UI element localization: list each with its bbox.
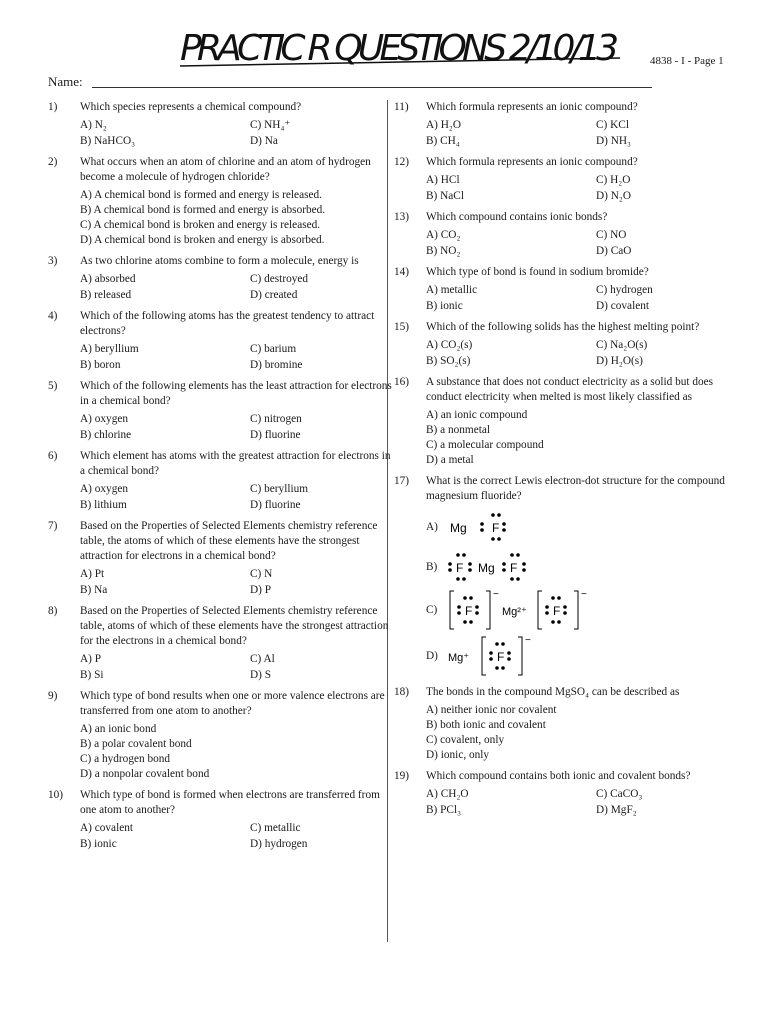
answer-option[interactable]: D) P — [250, 584, 272, 596]
answer-option[interactable]: D) hydrogen — [250, 838, 308, 850]
answer-option[interactable]: D) H₂O(s) — [596, 355, 643, 367]
answer-option[interactable]: C) CaCO₃ — [596, 788, 643, 800]
answer-option[interactable]: A) oxygen — [80, 483, 129, 495]
answer-option[interactable]: A) CH₂O — [426, 788, 469, 800]
answer-option[interactable]: C) KCl — [596, 119, 629, 131]
answer-options — [80, 652, 398, 683]
answer-option[interactable]: B) NO₂ — [426, 245, 461, 257]
answer-options — [426, 338, 739, 369]
question-stem: As two chlorine atoms combine to form a molecule, energy is — [80, 255, 359, 267]
answer-options — [80, 118, 398, 149]
answer-option[interactable]: C) beryllium — [250, 483, 309, 495]
svg-text:Mg²⁺: Mg²⁺ — [502, 606, 527, 618]
question-number: 7) — [48, 520, 58, 532]
answer-option[interactable]: B) chlorine — [80, 429, 132, 441]
answer-option[interactable]: C) Al — [250, 653, 275, 665]
lewis-structure-b — [446, 547, 556, 587]
answer-option[interactable]: D) CaO — [596, 245, 632, 257]
answer-option[interactable]: A) metallic — [426, 284, 478, 296]
name-label: Name: — [48, 74, 83, 89]
lewis-structure-c — [446, 587, 606, 633]
answer-options — [426, 703, 739, 763]
question-stem: Which formula represents an ionic compound? — [426, 156, 638, 168]
question-15 — [394, 320, 739, 369]
lewis-option-a[interactable]: A) Mg F — [426, 507, 739, 547]
answer-option[interactable]: C) a molecular compound — [426, 439, 544, 451]
question-number: 14) — [394, 266, 410, 278]
question-number: 18) — [394, 686, 410, 698]
svg-text:Mg: Mg — [478, 561, 495, 575]
question-14 — [394, 265, 739, 314]
answer-option[interactable]: D) N₂O — [596, 190, 631, 202]
answer-option[interactable]: C) metallic — [250, 822, 301, 834]
question-stem: Which type of bond is formed when electrons are transferred from one atom to another? — [80, 789, 380, 816]
question-2 — [48, 155, 398, 248]
question-19 — [394, 769, 739, 818]
answer-option[interactable]: B) lithium — [80, 499, 127, 511]
svg-text:F: F — [456, 561, 464, 575]
answer-option[interactable]: B) PCl₃ — [426, 804, 462, 816]
answer-option[interactable]: C) H₂O — [596, 174, 631, 186]
answer-option[interactable]: D) a metal — [426, 454, 474, 466]
question-number: 4) — [48, 310, 58, 322]
answer-option[interactable]: A) HCl — [426, 174, 460, 186]
answer-option[interactable]: C) Na₂O(s) — [596, 339, 648, 351]
answer-option[interactable]: C) a hydrogen bond — [80, 753, 171, 765]
handwritten-title — [150, 8, 640, 80]
question-number: 13) — [394, 211, 410, 223]
question-5 — [48, 379, 398, 443]
answer-option[interactable]: D) created — [250, 289, 298, 301]
answer-option[interactable]: A) an ionic bond — [80, 723, 157, 735]
question-6 — [48, 449, 398, 513]
answer-option[interactable]: A) CO₂ — [426, 229, 461, 241]
question-stem: Which of the following atoms has the greatest tendency to attract electrons? — [80, 310, 375, 337]
answer-option[interactable]: A) covalent — [80, 822, 134, 834]
svg-text:−: − — [525, 635, 531, 646]
answer-option[interactable]: B) a polar covalent bond — [80, 738, 192, 750]
handwritten-title-text: PRACTIC R QUESTIONS 2/10/13 — [180, 28, 620, 69]
question-number: 9) — [48, 690, 58, 702]
answer-options — [80, 567, 398, 598]
answer-option[interactable]: A) P — [80, 653, 102, 665]
answer-option[interactable]: C) N — [250, 568, 273, 580]
answer-option[interactable]: A) an ionic compound — [426, 409, 528, 421]
question-17 — [394, 474, 739, 679]
answer-options — [426, 228, 739, 259]
svg-text:−: − — [581, 589, 587, 600]
answer-option[interactable]: A) beryllium — [80, 343, 139, 355]
question-stem: A substance that does not conduct electricity as a solid but does conduct electricity when melted is most likely classified as — [426, 376, 714, 403]
question-number: 12) — [394, 156, 410, 168]
question-number: 6) — [48, 450, 58, 462]
answer-option[interactable]: B) A chemical bond is formed and energy is absorbed. — [80, 204, 326, 216]
answer-option[interactable]: D) bromine — [250, 359, 303, 371]
question-16 — [394, 375, 739, 468]
question-9 — [48, 689, 398, 782]
page-id: 4838 - I - Page 1 — [650, 55, 724, 67]
question-stem: Which compound contains ionic bonds? — [426, 211, 608, 223]
question-8 — [48, 604, 398, 683]
answer-options — [80, 272, 398, 303]
question-11 — [394, 100, 739, 149]
answer-option[interactable]: C) covalent, only — [426, 734, 505, 746]
answer-option[interactable]: B) Si — [80, 669, 104, 681]
question-number: 16) — [394, 376, 410, 388]
answer-option[interactable]: B) CH₄ — [426, 135, 460, 147]
question-3 — [48, 254, 398, 303]
answer-option[interactable]: A) oxygen — [80, 413, 129, 425]
answer-option[interactable]: B) NaHCO₃ — [80, 135, 136, 147]
lewis-option-b[interactable]: B) F Mg F — [426, 547, 739, 587]
answer-option[interactable]: B) both ionic and covalent — [426, 719, 546, 731]
answer-options — [426, 408, 739, 468]
question-stem: Which element has atoms with the greatest attraction for electrons in a chemical bond? — [80, 450, 391, 477]
question-7 — [48, 519, 398, 598]
question-stem: Which of the following solids has the highest melting point? — [426, 321, 700, 333]
answer-option[interactable]: D) fluorine — [250, 499, 301, 511]
question-number: 17) — [394, 475, 410, 487]
right-column — [394, 100, 739, 824]
answer-option[interactable]: A) CO₂(s) — [426, 339, 473, 351]
answer-option[interactable]: B) a nonmetal — [426, 424, 490, 436]
svg-text:−: − — [493, 589, 499, 600]
answer-option[interactable]: D) MgF₂ — [596, 804, 637, 816]
question-stem: Which type of bond results when one or more valence electrons are transferred from one atom to another? — [80, 690, 385, 717]
svg-text:F: F — [510, 561, 518, 575]
answer-option[interactable]: D) fluorine — [250, 429, 301, 441]
question-stem: Which type of bond is found in sodium bromide? — [426, 266, 649, 278]
answer-option[interactable]: C) NH₄⁺ — [250, 119, 291, 131]
question-number: 19) — [394, 770, 410, 782]
svg-text:F: F — [465, 604, 473, 618]
left-column — [48, 100, 398, 858]
question-number: 3) — [48, 255, 58, 267]
answer-option[interactable]: B) released — [80, 289, 132, 301]
answer-option[interactable]: B) NaCl — [426, 190, 464, 202]
answer-options — [426, 173, 739, 204]
question-stem: The bonds in the compound MgSO₄ can be described as — [426, 686, 680, 698]
answer-options — [80, 821, 398, 852]
answer-options — [426, 283, 739, 314]
svg-text:F: F — [553, 604, 561, 618]
answer-options — [80, 188, 398, 248]
answer-option[interactable]: A) neither ionic nor covalent — [426, 704, 557, 716]
question-number: 1) — [48, 101, 58, 113]
answer-option[interactable]: C) destroyed — [250, 273, 309, 285]
answer-options — [80, 412, 398, 443]
answer-option[interactable]: B) ionic — [426, 300, 463, 312]
answer-options — [80, 722, 398, 782]
question-12 — [394, 155, 739, 204]
question-stem: Which species represents a chemical compound? — [80, 101, 302, 113]
lewis-option-d[interactable]: D) Mg⁺ − F — [426, 633, 739, 679]
answer-option[interactable]: A) A chemical bond is formed and energy is released. — [80, 189, 322, 201]
lewis-structure-a — [446, 507, 526, 547]
question-number: 2) — [48, 156, 58, 168]
question-number: 11) — [394, 101, 409, 113]
question-stem: Based on the Properties of Selected Elements chemistry reference table, the atoms of which of these elements have the strongest attraction for electrons in a chemical bond? — [80, 520, 378, 562]
answer-option[interactable]: A) Pt — [80, 568, 105, 580]
answer-option[interactable]: C) A chemical bond is broken and energy is released. — [80, 219, 321, 231]
svg-text:Mg⁺: Mg⁺ — [448, 652, 470, 664]
answer-options — [426, 787, 739, 818]
question-stem: What is the correct Lewis electron-dot structure for the compound magnesium fluoride? — [426, 475, 725, 502]
question-stem: Based on the Properties of Selected Elements chemistry reference table, atoms of which of these elements have the strongest attraction for the electrons in a chemical bond? — [80, 605, 389, 647]
question-stem: Which formula represents an ionic compound? — [426, 101, 638, 113]
answer-option[interactable]: C) nitrogen — [250, 413, 302, 425]
question-10 — [48, 788, 398, 852]
question-number: 5) — [48, 380, 58, 392]
question-stem: Which of the following elements has the least attraction for electrons in a chemical bond? — [80, 380, 392, 407]
answer-option[interactable]: A) absorbed — [80, 273, 136, 285]
question-13 — [394, 210, 739, 259]
answer-option[interactable]: D) NH₃ — [596, 135, 631, 147]
question-number: 15) — [394, 321, 410, 333]
answer-option[interactable]: B) ionic — [80, 838, 117, 850]
question-number: 8) — [48, 605, 58, 617]
answer-option[interactable]: B) SO₂(s) — [426, 355, 471, 367]
svg-text:F: F — [497, 650, 505, 664]
lewis-option-c[interactable]: C) − F Mg²⁺ − F — [426, 587, 739, 633]
question-number: 10) — [48, 789, 64, 801]
question-stem: What occurs when an atom of chlorine and an atom of hydrogen become a molecule of hydrogen chloride? — [80, 156, 371, 183]
answer-option[interactable]: B) boron — [80, 359, 121, 371]
answer-option[interactable]: C) NO — [596, 229, 627, 241]
answer-option[interactable]: D) ionic, only — [426, 749, 490, 761]
svg-text:Mg: Mg — [450, 521, 467, 535]
answer-option[interactable]: D) a nonpolar covalent bond — [80, 768, 210, 780]
name-field[interactable] — [92, 87, 652, 88]
answer-option[interactable]: C) barium — [250, 343, 297, 355]
question-stem: Which compound contains both ionic and covalent bonds? — [426, 770, 691, 782]
answer-option[interactable]: A) H₂O — [426, 119, 461, 131]
answer-options — [426, 118, 739, 149]
answer-option[interactable]: C) hydrogen — [596, 284, 653, 296]
answer-option[interactable]: D) covalent — [596, 300, 650, 312]
answer-option[interactable]: B) Na — [80, 584, 108, 596]
answer-options — [80, 342, 398, 373]
answer-option[interactable]: D) S — [250, 669, 272, 681]
answer-options — [80, 482, 398, 513]
question-18 — [394, 685, 739, 763]
answer-option[interactable]: D) Na — [250, 135, 278, 147]
lewis-structure-d — [446, 633, 556, 679]
answer-option[interactable]: A) N₂ — [80, 119, 107, 131]
question-1 — [48, 100, 398, 149]
answer-option[interactable]: D) A chemical bond is broken and energy is absorbed. — [80, 234, 325, 246]
question-4 — [48, 309, 398, 373]
svg-text:F: F — [492, 521, 500, 535]
